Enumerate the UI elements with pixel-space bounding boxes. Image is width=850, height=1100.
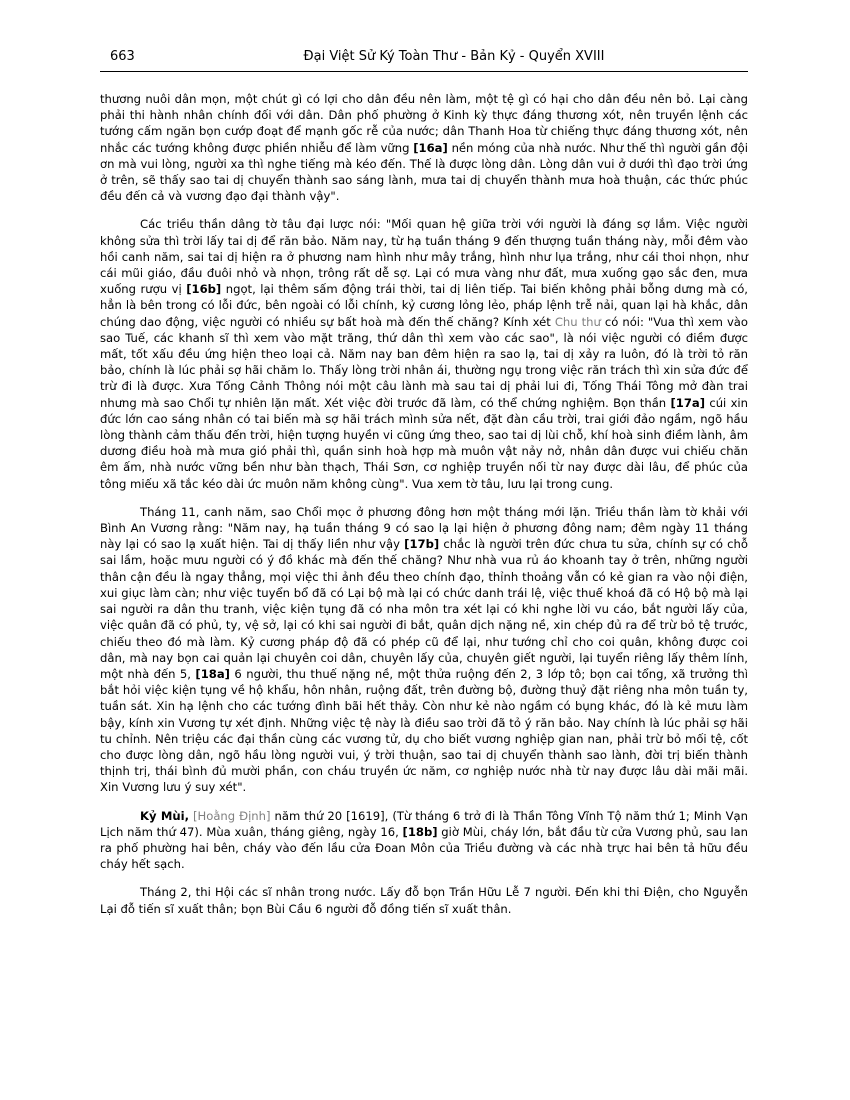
running-title: Đại Việt Sử Ký Toàn Thư - Bản Kỷ - Quyển XVIII: [303, 49, 605, 64]
text-segment: chắc là người trên đức chưa tu sửa, chính sự có chỗ sai lầm, hoặc mưu người có ý đồ khác mà đến thế chăng? Như nhà vua rủ áo khoanh tay ở trên, những người thân cận đều là ngay thẳng, mọi việc thi ảnh đều theo chính đạo, thỉnh thoảng vẫn có kẻ gian ra vào nội điện, xui giục làm càn; như việc tuyển bổ đã có Lại bộ mà lại có chức danh trái lệ, việc thuế khoá đã có Hộ bộ mà lại sai người ra dân thu tranh, việc kiện tụng đã có nha môn tra xét lại có khi nghe lời vu cáo, bắt người lấy của, việc quân đã có phủ, ty, vệ sở, lại có khi sai người đi bắt, quân dịch nặng nề, xin chép đủ ra để trừ bỏ tệ trước, chiếu theo đó mà làm. Kỷ cương pháp độ đã có phép cũ để lại, như tướng chỉ cho coi quân, không được coi dân, mà nay bọn cai quản lại chuyên coi dân, chuyên lấy của, chuyên giết người, lại tuyển riêng lấy thêm lính, một nhà đến 5,: [100, 537, 748, 681]
text-segment: có nói: "Vua thì xem vào sao Tuế, các khanh sĩ thì xem vào mặt trăng, thứ dân thì xem vào các sao", là nói việc người có điềm được mất, tốt xấu đều ứng hiện theo loại cả. Năm nay ban đêm hiện ra sao lạ, tai dị xảy ra luôn, đó là trời tỏ răn bảo, chính là lúc phải sợ hãi chăm lo. Thấy lòng trời nhân ái, thường ngụ trong việc răn trách thì xin sửa đức để trừ đi là được. Xưa Tống Cảnh Thông nói một câu lành mà sau tai dị phải lui đi, Tống Thái Tông mở đàn trai nhưng mà sao Chổi tự nhiên lặn mất. Xét việc đời trước đã làm, có thể chứng nghiệm. Bọn thần: [100, 314, 749, 410]
text-segment: cúi xin đức lớn cao sáng nhân có tai biến mà sợ hãi trách mình sửa nết, đặt đàn cầu trời, trai giới đảo ngầm, ngõ hầu lòng thành cảm thấu đến trời, hiện tượng huyền vi cũng ứng theo, sao tai dị lùi chỗ, khí hoà sinh điềm lành, âm dương điều hoà mà mưa gió phải thì, quần sinh hoà hợp mà muôn vật nảy nở, nhân dân được vui chiếu chăn êm ấm, nhà nước vững bền như bàn thạch, Thái Sơn, cơ nghiệp truyền nối từ nay được dài lâu, để phúc của tông miếu xã tắc kéo dài ức muôn năm không cùng". Vua xem tờ tâu, lưu lại trong cung.: [100, 395, 748, 491]
text-segment: Các triều thần dâng tờ tâu đại lược nói: "Mối quan hệ giữa trời với người là đáng sợ lắm. Việc người không sửa thì trời lấy tai dị để răn bảo. Năm nay, từ hạ tuần tháng 9 đến thượng tuần tháng này, mỗi đêm vào hồi canh năm, sai tai dị hiện ra ở phương nam hình như mây trắng, hình như lụa trắng, như cái thoi nhọn, như cái mũi giáo, đầu đuôi nhỏ và nhọn, trông rất dễ sợ. Lại có mưa vàng như đất, mưa xuống gạo sắc đen, mưa xuống rượu vị: [100, 217, 748, 297]
paragraph: [100, 884, 748, 916]
text-segment: nền móng của nhà nước. Như thế thì người gần đội ơn mà vui lòng, người xa thì nghe tiếng mà kéo đến. Thế là được lòng dân. Lòng dân vui ở dưới thì đạo trời ứng ở trên, sẽ thấy sao tai dị chuyển thành sao sáng lành, mưa tai dị chuyển thành mưa hoà thuận, các thức phúc đều đến cả và vương đạo đại thành vậy".: [100, 140, 748, 204]
text-segment: năm thứ 20 [1619], (Từ tháng 6 trở đi là Thần Tông Vĩnh Tộ năm thứ 1; Minh Vạn Lịch năm thứ 47). Mùa xuân, tháng giêng, ngày 16,: [100, 808, 748, 839]
paragraph: [100, 808, 748, 873]
text-segment: 6 người, thu thuế nặng nề, một thửa ruộng đến 2, 3 lớp tô; bọn cai tổng, xã trưởng thì bắt hỏi việc kiện tụng về hộ khẩu, hôn nhân, ruộng đất, trên đường bộ, đường thuỷ đặt riêng nha môn tuần ty, tuần sát. Xin hạ lệnh cho các tướng đình bãi hết thảy. Còn như kẻ nào ngầm có bụng khác, đó là kẻ mưu làm bậy, kính xin Vương tự xét định. Những việc tệ này là điều sao trời đã tỏ ý răn bảo. Nay chính là lúc phải sợ hãi tu chỉnh. Nên triệu các đại thần cùng các vương tử, dụ cho biết vương nghiệp gian nan, phải trừ bỏ mối tệ, cốt cho được lòng dân, ngõ hầu lòng người vui, ý trời thuận, sao tai dị chuyển thành sao lành, đời trị biến thành thịnh trị, thái bình đủ mười phần, con cháu truyền ức năm, cơ nghiệp nước nhà từ nay được lâu dài mãi mãi. Xin Vương lưu ý suy xét".: [100, 666, 748, 795]
year-heading: Kỷ Mùi,: [140, 808, 190, 823]
text-segment: ngọt, lại thêm sấm động trái thời, tai dị liên tiếp. Tai biến không phải bỗng dưng mà có, hẳn là bên trong có lỗi đức, bên ngoài có lỗi chính, kỷ cương lỏng lẻo, pháp lệnh trễ nải, quan lại hà khắc, dân chúng dao động, việc người có nhiều sự bất hoà mà đến thế chăng? Kính xét: [100, 282, 748, 329]
gray-annotation: [Hoằng Định]: [189, 808, 271, 823]
page-marker: [18a]: [195, 666, 230, 681]
paragraph: [100, 216, 748, 491]
text-segment: thương nuôi dân mọn, một chút gì có lợi cho dân đều nên làm, một tệ gì có hại cho dân đều nên bỏ. Lại càng phải thi hành nhân chính đối với dân. Dân phố phường ở Kinh kỳ thực đáng thương xót, nên truyền lệnh các tướng cấm ngăn bọn cướp đoạt để mạnh gốc rễ của nước; dân Thanh Hoa từ chiếng thực đáng thương xót, nên nhắc các tướng không được phiền nhiễu để làm vững: [100, 92, 748, 155]
page-header: [100, 47, 748, 72]
page-number: 663: [110, 49, 135, 64]
page-body: [100, 91, 748, 929]
page-marker: [16b]: [186, 282, 222, 297]
paragraph: [100, 91, 748, 204]
text-segment: Tháng 2, thi Hội các sĩ nhân trong nước. Lấy đỗ bọn Trần Hữu Lễ 7 người. Đến khi thi Điện, cho Nguyễn Lại đỗ tiến sĩ xuất thân; bọn Bùi Cầu 6 người đỗ đồng tiến sĩ xuất thân.: [100, 885, 748, 916]
page-marker: [18b]: [402, 824, 438, 839]
text-segment: Tháng 11, canh năm, sao Chổi mọc ở phương đông hơn một tháng mới lặn. Triều thần làm tờ khải với Bình An Vương rằng: "Năm nay, hạ tuần tháng 9 có sao lạ lại hiện ở phương đông nam; đêm ngày 11 tháng này lại có sao lạ xuất hiện. Tai dị thấy liền như vậy: [100, 504, 748, 552]
page-marker: [17b]: [404, 537, 440, 552]
text-segment: giờ Mùi, cháy lớn, bắt đầu từ cửa Vương phủ, sau lan ra phố phường hai bên, cháy vào đến lầu cửa Đoan Môn của Triều đường và các nhà trực hai bên tả hữu đều cháy hết sạch.: [100, 824, 748, 872]
paragraph: [100, 504, 748, 796]
page-marker: [16a]: [413, 140, 448, 155]
gray-annotation: Chu thư: [554, 314, 601, 329]
page-marker: [17a]: [670, 395, 706, 410]
